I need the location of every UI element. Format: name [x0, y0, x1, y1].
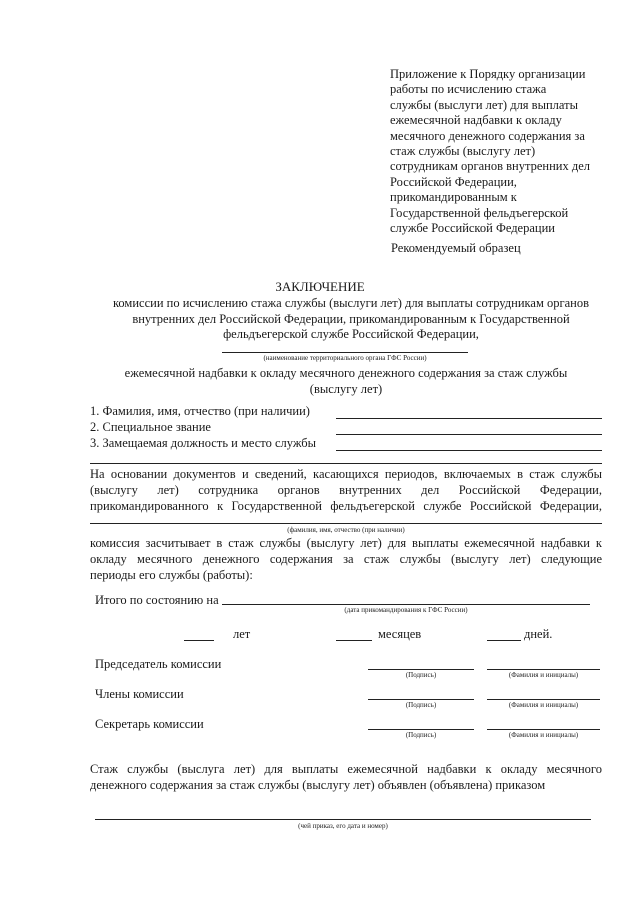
field-position-input[interactable]	[336, 450, 602, 451]
order-caption: (чей приказ, его дата и номер)	[298, 822, 388, 830]
conclusion-line: денежного содержания за стаж службы (выслугу лет) объявлен (объявлена) приказом	[90, 778, 546, 792]
appendix-line: Государственной фельдъегерской	[390, 205, 569, 220]
chair-signature-caption: (Подпись)	[405, 671, 437, 679]
supplement-line: ежемесячной надбавки к окладу месячного денежного содержания за стаж службы	[124, 366, 568, 380]
subtitle-line: внутренних дел Российской Федерации, прикомандированным к Государственной	[132, 311, 570, 326]
conclusion-paragraph	[90, 761, 602, 793]
document-subtitle	[96, 296, 606, 343]
field-rank-input[interactable]	[336, 434, 602, 435]
territorial-body-caption: (наименование территориального органа ГФС России)	[263, 354, 427, 362]
members-signature-field[interactable]	[368, 699, 474, 700]
chair-name-field[interactable]	[487, 669, 600, 670]
commission-members-label: Члены комиссии	[95, 687, 184, 701]
field-position-label: 3. Замещаемая должность и место службы	[90, 436, 317, 450]
supplement-line: (выслугу лет)	[309, 382, 383, 396]
total-label: Итого по состоянию на	[95, 593, 219, 607]
members-signature-caption: (Подпись)	[405, 701, 437, 709]
order-field[interactable]	[95, 819, 591, 820]
secondment-date-field[interactable]	[222, 604, 590, 605]
conclusion-line: Стаж службы (выслуга лет) для выплаты ежемесячной надбавки к окладу месячного	[90, 762, 602, 776]
appendix-note	[390, 67, 610, 236]
employee-name-caption: (фамилия, имя, отчество (при наличии)	[287, 526, 405, 534]
commission-secretary-label: Секретарь комиссии	[95, 717, 204, 731]
days-field[interactable]	[487, 640, 521, 641]
basis-line: На основании документов и сведений, касающихся периодов, включаемых в стаж службы	[90, 467, 602, 481]
appendix-line: службе Российской Федерации	[390, 221, 555, 236]
appendix-line: Приложение к Порядку организации	[390, 67, 586, 81]
members-name-caption: (Фамилия и инициалы)	[508, 701, 579, 709]
basis-line: (выслугу лет) сотрудника органов внутренних дел Российской Федерации,	[90, 483, 602, 497]
secretary-name-field[interactable]	[487, 729, 600, 730]
appendix-line: стаж службы (выслугу лет)	[390, 144, 536, 159]
appendix-line: Российской Федерации,	[390, 174, 517, 189]
subtitle-line: комиссии по исчислению стажа службы (выслуги лет) для выплаты сотрудникам органов	[112, 296, 589, 310]
counts-line: периоды его службы (работы):	[90, 568, 253, 582]
appendix-line: месячного денежного содержания за	[390, 128, 585, 143]
chair-signature-field[interactable]	[368, 669, 474, 670]
years-label: лет	[233, 627, 251, 641]
field-full-name-label: 1. Фамилия, имя, отчество (при наличии)	[90, 404, 310, 418]
counts-paragraph	[90, 535, 602, 583]
appendix-line: службы (выслуги лет) для выплаты	[390, 97, 578, 112]
secretary-name-caption: (Фамилия и инициалы)	[508, 731, 579, 739]
secondment-date-caption: (дата прикомандирования к ГФС России)	[344, 606, 468, 614]
separator-line	[90, 463, 602, 464]
secretary-signature-field[interactable]	[368, 729, 474, 730]
employee-name-field[interactable]	[90, 523, 602, 524]
field-rank-label: 2. Специальное звание	[90, 420, 211, 434]
appendix-line: ежемесячной надбавки к окладу	[390, 113, 562, 128]
members-name-field[interactable]	[487, 699, 600, 700]
field-full-name-input[interactable]	[336, 418, 602, 419]
subtitle-line: фельдъегерской службе Российской Федерации,	[223, 327, 479, 342]
months-label: месяцев	[378, 627, 422, 641]
secretary-signature-caption: (Подпись)	[405, 731, 437, 739]
commission-chair-label: Председатель комиссии	[95, 657, 222, 671]
territorial-body-field[interactable]	[222, 352, 468, 353]
basis-paragraph	[90, 466, 602, 514]
months-field[interactable]	[336, 640, 372, 641]
counts-line: окладу месячного денежного содержания за стаж службы (выслугу лет) следующие	[90, 552, 602, 566]
years-field[interactable]	[184, 640, 214, 641]
chair-name-caption: (Фамилия и инициалы)	[508, 671, 579, 679]
basis-line: прикомандированного к Государственной фельдъегерской службе Российской Федерации,	[90, 499, 602, 513]
appendix-line: работы по исчислению стажа	[390, 82, 547, 97]
days-label: дней.	[524, 627, 553, 641]
supplement-text	[90, 365, 602, 397]
recommended-sample-label: Рекомендуемый образец	[391, 241, 521, 255]
appendix-line: прикомандированным к	[390, 190, 517, 205]
appendix-line: сотрудникам органов внутренних дел	[390, 159, 590, 174]
document-title: ЗАКЛЮЧЕНИЕ	[275, 279, 365, 294]
counts-line: комиссия засчитывает в стаж службы (выслугу лет) для выплаты ежемесячной надбавки к	[90, 536, 602, 550]
